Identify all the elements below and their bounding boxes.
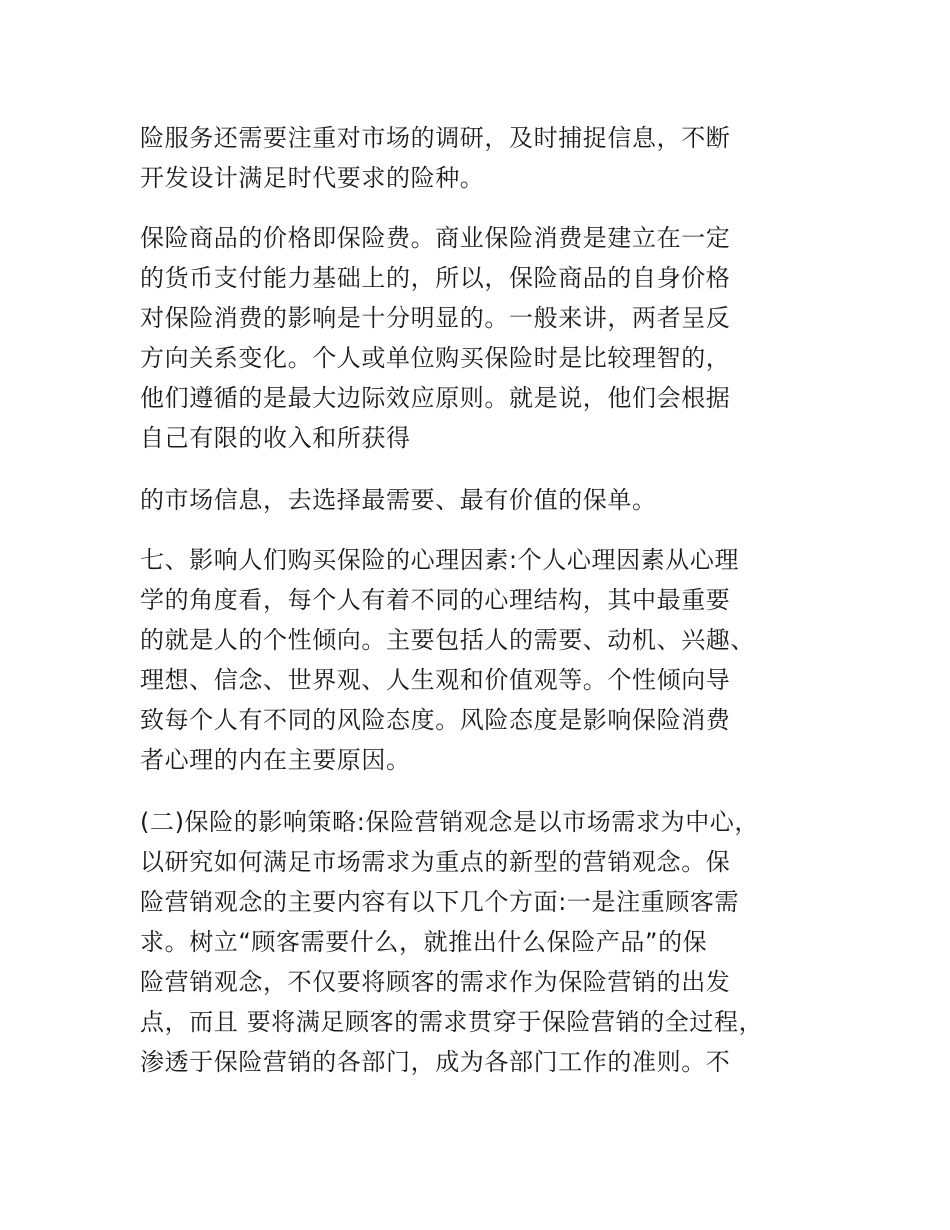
text-line: 的市场信息，去选择最需要、最有价值的保单。 — [140, 486, 657, 514]
text-line: 七、影响人们购买保险的心理因素:个人心理因素从心理 — [140, 546, 740, 574]
text-line: 保险商品的价格即保险费。商业保险消费是建立在一定 — [140, 224, 731, 252]
text-line: 者心理的内在主要原因。 — [140, 746, 411, 774]
text-line: 点，而且 要将满足顾客的需求贯穿于保险营销的全过程， — [140, 1008, 764, 1036]
text-line: 渗透于保险营销的各部门，成为各部门工作的准则。不 — [140, 1048, 731, 1076]
text-line: 的货币支付能力基础上的，所以，保险商品的自身价格 — [140, 264, 731, 292]
text-line: 以研究如何满足市场需求为重点的新型的营销观念。保 — [140, 848, 731, 876]
text-line: 险营销观念，不仅要将顾客的需求作为保险营销的出发 — [140, 968, 731, 996]
paragraph-1 — [140, 118, 820, 198]
text-line: 自己有限的收入和所获得 — [140, 424, 411, 452]
text-line: 对保险消费的影响是十分明显的。一般来讲，两者呈反 — [140, 304, 731, 332]
text-line: 学的角度看，每个人有着不同的心理结构，其中最重要 — [140, 586, 731, 614]
text-line: 他们遵循的是最大边际效应原则。就是说，他们会根据 — [140, 384, 731, 412]
text-line: 的就是人的个性倾向。主要包括人的需要、动机、兴趣、 — [140, 626, 755, 654]
text-line: 理想、信念、世界观、人生观和价值观等。个性倾向导 — [140, 666, 731, 694]
paragraph-2 — [140, 218, 820, 458]
text-line: 开发设计满足时代要求的险种。 — [140, 164, 485, 192]
text-line: 险营销观念的主要内容有以下几个方面:一是注重顾客需 — [140, 888, 740, 916]
text-line: 险服务还需要注重对市场的调研，及时捕捉信息，不断 — [140, 124, 731, 152]
text-line: (二)保险的影响策略:保险营销观念是以市场需求为中心， — [140, 808, 760, 836]
paragraph-3 — [140, 480, 820, 520]
paragraph-4 — [140, 540, 820, 780]
text-line: 方向关系变化。个人或单位购买保险时是比较理智的， — [140, 344, 731, 372]
text-line: 致每个人有不同的风险态度。风险态度是影响保险消费 — [140, 706, 731, 734]
paragraph-5 — [140, 802, 820, 1082]
text-line: 求。树立“顾客需要什么，就推出什么保险产品”的保 — [140, 928, 708, 956]
